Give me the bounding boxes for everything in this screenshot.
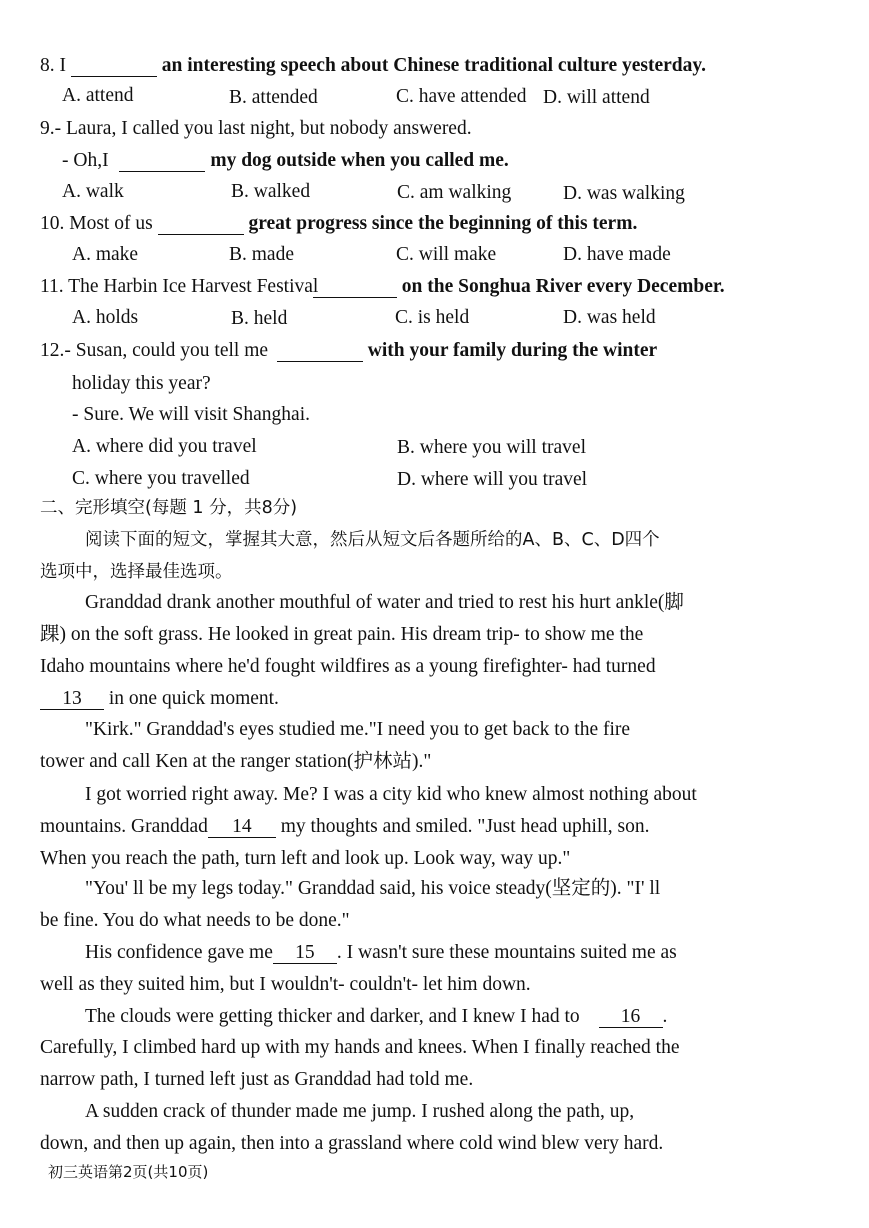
q9-option-b: B. walked	[231, 181, 311, 202]
q8-option-a: A. attend	[62, 85, 134, 106]
q10-option-d: D. have made	[563, 244, 671, 265]
question-9-stem: my dog outside when you called me.	[210, 150, 509, 171]
passage-p7-line2: down, and then up again, then into a grassland where cold wind blew very hard.	[40, 1133, 664, 1154]
q9-option-d: D. was walking	[563, 183, 685, 204]
passage-p1-end: in one quick moment.	[108, 688, 279, 709]
question-12	[40, 339, 657, 363]
passage-p3-line1: I got worried right away. Me? I was a city kid who knew almost nothing about	[85, 784, 697, 805]
section-instruction-line2: 选项中，选择最佳选项。	[40, 562, 233, 582]
passage-p5-line2: well as they suited him, but I wouldn't- couldn't- let him down.	[40, 974, 531, 995]
passage-p3-line3: When you reach the path, turn left and look up. Look way, way up."	[40, 848, 571, 869]
blank-12	[277, 341, 363, 362]
q12-option-c: C. where you travelled	[72, 468, 250, 489]
passage-p3-post: my thoughts and smiled. "Just head uphill, son.	[280, 816, 650, 837]
passage-p6-line2: Carefully, I climbed hard up with my hands and knees. When I finally reached the	[40, 1037, 680, 1058]
q10-option-c: C. will make	[396, 244, 497, 265]
passage-p1-line1: Granddad drank another mouthful of water and tried to rest his hurt ankle(脚	[85, 592, 684, 613]
question-12-number: 12.- Susan, could you tell me	[40, 340, 269, 361]
q8-option-c: C. have attended	[396, 86, 527, 107]
q10-option-a: A. make	[72, 244, 139, 265]
blank-16: 16	[599, 1007, 663, 1028]
q12-option-d: D. where will you travel	[397, 469, 588, 490]
passage-p6-pre: The clouds were getting thicker and darker, and I knew I had to	[85, 1006, 580, 1027]
passage-p1-line4	[40, 687, 279, 711]
question-10-stem: great progress since the beginning of this term.	[248, 213, 638, 234]
question-12-line3: - Sure. We will visit Shanghai.	[72, 404, 311, 425]
question-12-stem: with your family during the winter	[367, 340, 658, 361]
q11-option-b: B. held	[231, 308, 288, 329]
question-11-number: 11. The Harbin Ice Harvest Festiva	[40, 276, 313, 297]
passage-p4-line1: "You' ll be my legs today." Granddad said, his voice steady(坚定的). "I' ll	[85, 878, 661, 899]
blank-10	[158, 214, 244, 235]
question-9-line1: 9.- Laura, I called you last night, but nobody answered.	[40, 118, 472, 139]
q11-option-a: A. holds	[72, 307, 139, 328]
passage-p6-line3: narrow path, I turned left just as Granddad had told me.	[40, 1069, 474, 1090]
question-8-stem: an interesting speech about Chinese traditional culture yesterday.	[161, 55, 706, 76]
question-8	[40, 54, 706, 78]
q12-option-a: A. where did you travel	[72, 436, 257, 457]
blank-13: 13	[40, 689, 104, 710]
blank-11: l	[313, 277, 397, 298]
passage-p2-line2: tower and call Ken at the ranger station(护林站)."	[40, 751, 432, 772]
blank-8	[71, 56, 157, 77]
passage-p6-line1	[85, 1005, 667, 1029]
passage-p1-line2: 踝) on the soft grass. He looked in great pain. His dream trip- to show me the	[40, 624, 644, 645]
passage-p3-line2	[40, 815, 649, 839]
question-10	[40, 212, 637, 236]
section-instruction-line1: 阅读下面的短文，掌握其大意，然后从短文后各题所给的A、B、C、D四个	[85, 530, 660, 550]
question-9-line2	[62, 149, 509, 173]
question-8-number: 8. I	[40, 55, 66, 76]
q10-option-b: B. made	[229, 244, 294, 265]
question-9-reply: - Oh,I	[62, 150, 109, 171]
question-10-number: 10. Most of us	[40, 213, 153, 234]
q9-option-c: C. am walking	[397, 182, 512, 203]
page-footer: 初三英语第2页(共10页)	[48, 1163, 209, 1181]
blank-9	[119, 151, 205, 172]
q11-option-d: D. was held	[563, 307, 656, 328]
blank-14: 14	[208, 817, 276, 838]
passage-p6-post: .	[662, 1006, 668, 1027]
passage-p5-post: . I wasn't sure these mountains suited me as	[336, 942, 677, 963]
q12-option-b: B. where you will travel	[397, 437, 586, 458]
passage-p5-pre: His confidence gave me	[85, 942, 273, 963]
passage-p1-line3: Idaho mountains where he'd fought wildfires as a young firefighter- had turned	[40, 656, 656, 677]
q11-option-c: C. is held	[395, 307, 470, 328]
blank-15: 15	[273, 943, 337, 964]
section-title: 二、完形填空(每题 1 分，共8分)	[40, 498, 298, 518]
question-12-line2: holiday this year?	[72, 373, 211, 394]
q9-option-a: A. walk	[62, 181, 124, 202]
passage-p7-line1: A sudden crack of thunder made me jump. I rushed along the path, up,	[85, 1101, 635, 1122]
question-11-stem: on the Songhua River every December.	[401, 276, 725, 297]
question-11	[40, 275, 725, 299]
q8-option-d: D. will attend	[543, 87, 650, 108]
passage-p4-line2: be fine. You do what needs to be done."	[40, 910, 350, 931]
passage-p5-line1	[85, 941, 677, 965]
q8-option-b: B. attended	[229, 87, 318, 108]
passage-p3-pre: mountains. Granddad	[40, 816, 208, 837]
passage-p2-line1: "Kirk." Granddad's eyes studied me."I need you to get back to the fire	[85, 719, 631, 740]
